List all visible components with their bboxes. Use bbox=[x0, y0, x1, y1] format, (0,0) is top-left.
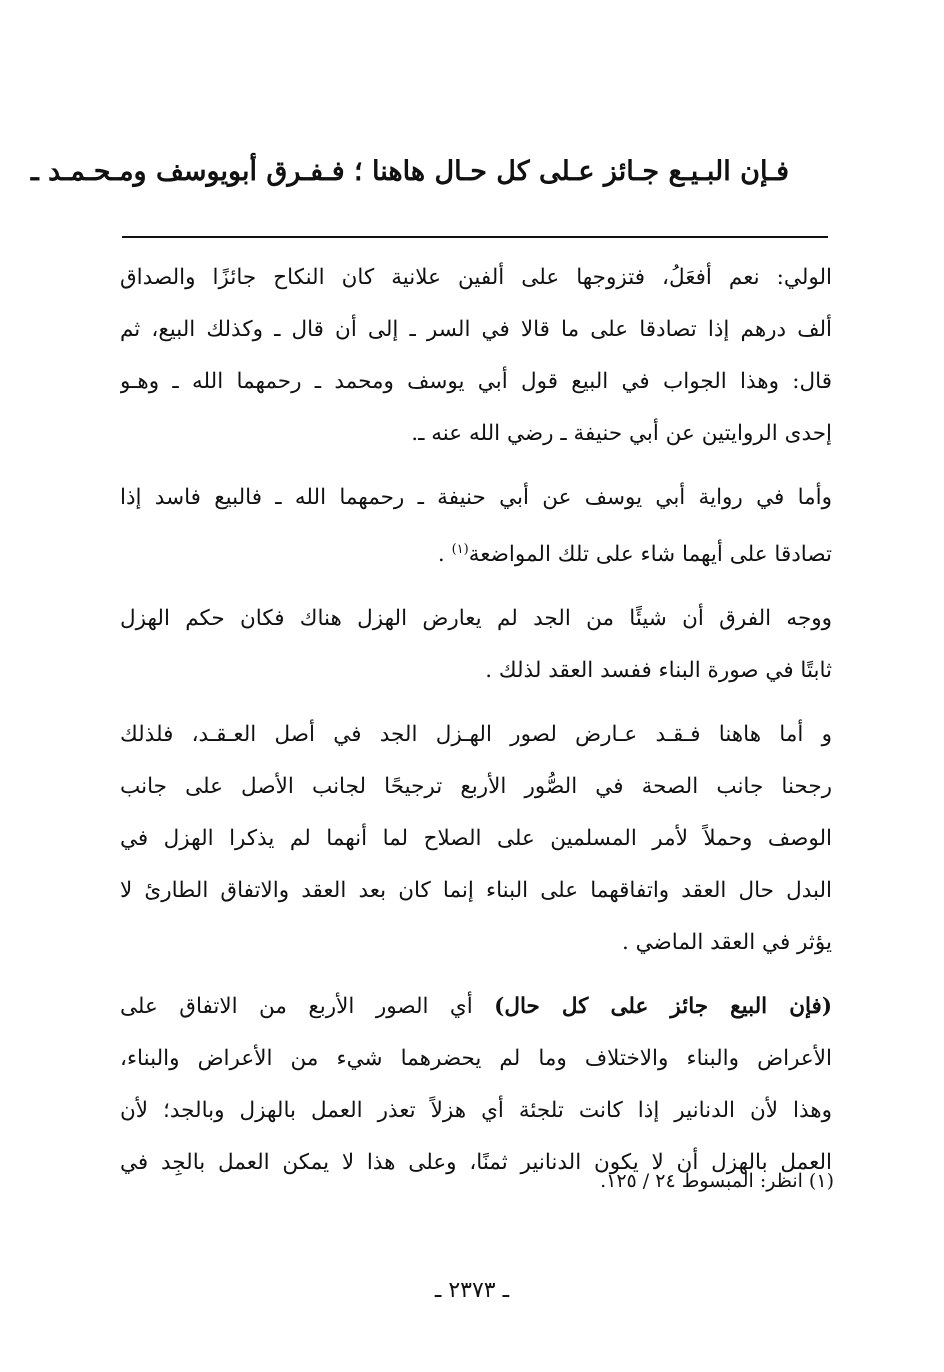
text-segment: تصادقا على أيهما شاء على تلك المواضعة bbox=[468, 542, 832, 568]
paragraph-4 bbox=[120, 709, 832, 969]
paragraph-3 bbox=[120, 593, 832, 697]
text-segment: . bbox=[437, 542, 452, 568]
paragraph-5 bbox=[120, 981, 832, 1189]
text-line: ألف درهم إذا تصادقا على ما قالا في السر ـ إلى أن قال ـ وكذلك البيع، ثم bbox=[120, 317, 832, 342]
text-line: ثابتًا في صورة البناء ففسد العقد لذلك . bbox=[485, 658, 832, 684]
footnote-marker: (١) bbox=[451, 542, 469, 557]
main-text bbox=[120, 252, 832, 1201]
running-header: فـإن البـيـع جـائز عـلى كل حـال هاهنا ؛ فـفـرق أبويوسف ومـحـمـد ـ bbox=[30, 156, 789, 187]
text-line: البدل حال العقد واتفاقهما على البناء إنما كان بعد العقد والاتفاق الطارئ لا bbox=[120, 878, 832, 904]
text-line: ووجه الفرق أن شيئًا من الجد لم يعارض الهزل هناك فكان حكم الهزل bbox=[120, 606, 832, 632]
quoted-lemma: (فإن البيع جائز على كل حال) bbox=[494, 994, 832, 1020]
header-rule bbox=[122, 236, 828, 238]
text-line: وهذا لأن الدنانير إذا كانت تلجئة أي هزلاً تعذر العمل بالهزل وبالجد؛ لأن bbox=[120, 1098, 832, 1124]
text-line: رجحنا جانب الصحة في الصُّور الأربع ترجيحًا لجانب الأصل على جانب bbox=[120, 774, 832, 800]
text-line: إحدى الروايتين عن أبي حنيفة ـ رضي الله عنه ـ. bbox=[411, 421, 832, 446]
text-line: الأعراض والبناء والاختلاف وما لم يحضرهما شيء من الأعراض والبناء، bbox=[120, 1046, 832, 1072]
text-line bbox=[120, 524, 832, 581]
text-line bbox=[120, 981, 832, 1033]
text-line: و أما هاهنا فـقـد عـارض لصور الهـزل الجد في أصل العـقـد، فلذلك bbox=[120, 722, 832, 748]
footnote: (١) انظر: المبسوط ٢٤ / ١٢٥. bbox=[600, 1170, 834, 1192]
text-line: وأما في رواية أبي يوسف عن أبي حنيفة ـ رحمهما الله ـ فالبيع فاسد إذا bbox=[120, 485, 832, 510]
page-number: ـ ٢٣٧٣ ـ bbox=[434, 1278, 510, 1303]
paragraph-1 bbox=[120, 252, 832, 460]
text-line: يؤثر في العقد الماضي . bbox=[621, 930, 832, 956]
text-line: الوصف وحملاً لأمر المسلمين على الصلاح لما أنهما لم يذكرا الهزل في bbox=[120, 826, 832, 852]
paragraph-2 bbox=[120, 472, 832, 581]
text-line: العمل بالهزل أن لا يكون الدنانير ثمنًا، وعلى هذا لا يمكن العمل بالجِد في bbox=[120, 1150, 832, 1176]
text-segment: أي الصور الأربع من الاتفاق على bbox=[120, 994, 495, 1020]
text-line: قال: وهذا الجواب في البيع قول أبي يوسف ومحمد ـ رحمهما الله ـ وهـو bbox=[120, 369, 832, 394]
text-line: الولي: نعم أفعَلُ، فتزوجها على ألفين علانية كان النكاح جائزًا والصداق bbox=[120, 265, 832, 290]
